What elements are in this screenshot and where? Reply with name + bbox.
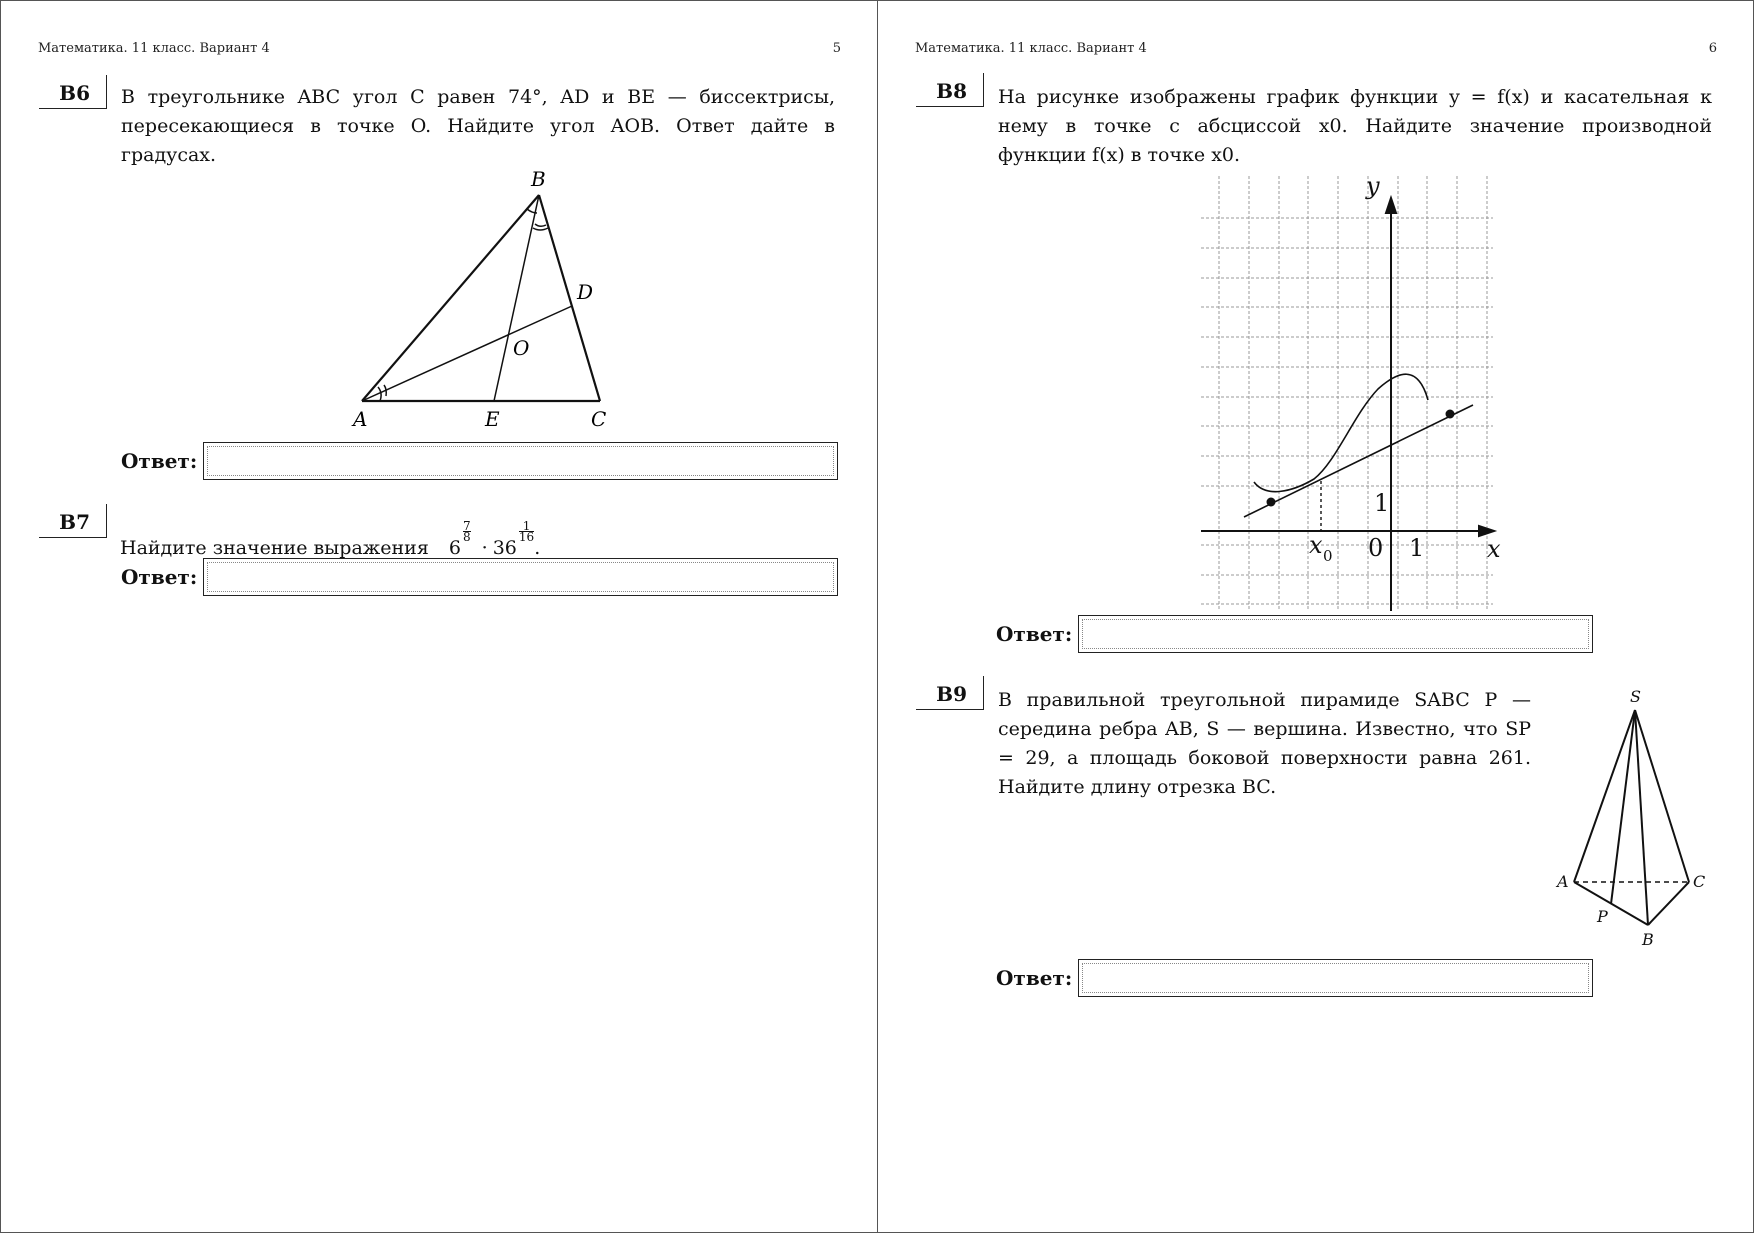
task-label-b9: B9 — [916, 676, 984, 710]
angle-mark-b2 — [535, 224, 546, 226]
label-y: y — [1366, 172, 1380, 200]
bisector-ad — [362, 306, 572, 401]
task-b8-text: На рисунке изображены график функции y = f(x) и касательная к нему в точке с абсциссой x0. Найдите значение производной функции f(x) в точке x0. — [998, 86, 1712, 166]
right-page — [877, 0, 1754, 1233]
side-ab — [362, 195, 539, 401]
tangent-point-right — [1446, 410, 1455, 419]
answer-label: Ответ: — [121, 565, 198, 589]
angle-mark-b3 — [533, 228, 548, 230]
edge-ab — [1574, 882, 1648, 925]
function-curve — [1254, 374, 1428, 491]
answer-b9 — [996, 959, 1593, 997]
label-c: C — [1693, 872, 1706, 891]
task-b6-text: В треугольнике ABC угол C равен 74°, AD и BE — биссектрисы, пересекающиеся в точке O. Найдите угол AOB. Ответ дайте в градусах. — [121, 86, 835, 166]
segment-sp — [1611, 710, 1635, 904]
edge-sa — [1574, 710, 1635, 882]
left-page — [0, 0, 877, 1233]
task-b9-text: В правильной треугольной пирамиде SABC P — середина ребра AB, S — вершина. Известно, что SP = 29, а площадь боковой поверхности равна 261. Найдите длину отрезка BC. — [998, 689, 1531, 798]
label-c: C — [591, 407, 607, 431]
task-label-b6: B6 — [39, 75, 107, 109]
label-b: B — [531, 167, 546, 191]
page-number: 6 — [1708, 41, 1717, 56]
pyramid-figure — [1535, 686, 1706, 956]
label-x: x — [1487, 535, 1501, 563]
label-zero: 0 — [1368, 534, 1384, 562]
label-d: D — [577, 280, 594, 304]
answer-input-b8[interactable] — [1078, 615, 1593, 653]
task-label-b8: B8 — [916, 73, 984, 107]
answer-label: Ответ: — [996, 966, 1073, 990]
label-one-y: 1 — [1374, 489, 1390, 517]
answer-label: Ответ: — [996, 622, 1073, 646]
label-e: E — [485, 407, 500, 431]
answer-input-b7[interactable] — [203, 558, 838, 596]
label-p: P — [1597, 907, 1608, 926]
triangle-figure — [341, 161, 631, 436]
answer-input-b6[interactable] — [203, 442, 838, 480]
label-x0: x — [1309, 531, 1323, 559]
tangent-point-left — [1267, 498, 1276, 507]
label-s: S — [1630, 687, 1641, 706]
task-b7-text: Найдите значение выражения 6 $\frac{7}{8}$ · 36 $\frac{1}{16}$ . — [120, 521, 834, 563]
label-b: B — [1642, 930, 1654, 949]
task-label-b7: B7 — [39, 504, 107, 538]
label-a: A — [1557, 872, 1569, 891]
answer-b7 — [121, 558, 838, 596]
label-a: A — [353, 407, 368, 431]
answer-input-b9[interactable] — [1078, 959, 1593, 997]
function-graph — [1196, 172, 1501, 616]
label-one-x: 1 — [1409, 534, 1425, 562]
answer-b6 — [121, 442, 838, 480]
answer-label: Ответ: — [121, 449, 198, 473]
answer-b8 — [996, 615, 1593, 653]
expression: 6 $\frac{7}{8}$ · 36 $\frac{1}{16}$ . — [448, 519, 541, 559]
label-x0-sub: 0 — [1323, 547, 1333, 565]
bisector-be — [494, 195, 539, 401]
edge-bc — [1648, 882, 1689, 925]
header-title: Математика. 11 класс. Вариант 4 — [915, 41, 1147, 56]
y-axis-arrow — [1386, 198, 1396, 213]
label-o: O — [513, 336, 530, 360]
grid — [1201, 176, 1493, 611]
page-number: 5 — [832, 41, 841, 56]
header-title: Математика. 11 класс. Вариант 4 — [38, 41, 270, 56]
tangent-line — [1244, 405, 1473, 517]
